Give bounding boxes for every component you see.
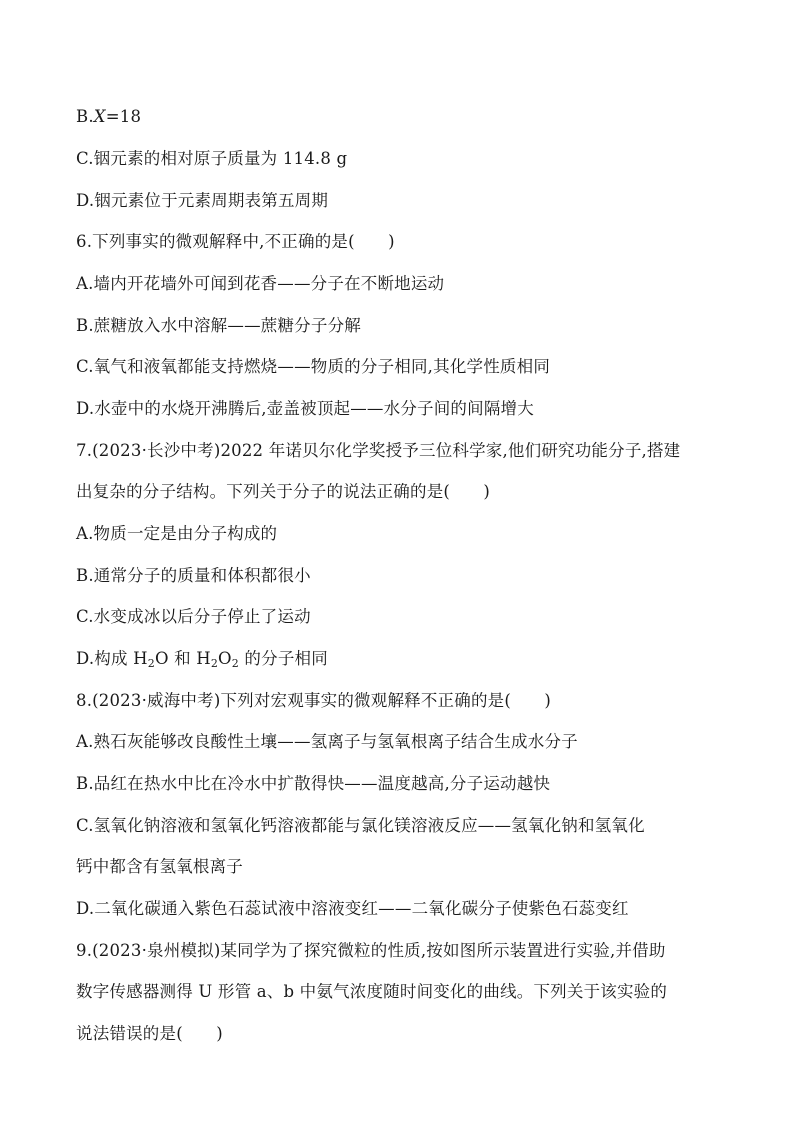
question-7-line-1: 7.(2023·长沙中考)2022 年诺贝尔化学奖授予三位科学家,他们研究功能分子,搭建 [76, 441, 681, 460]
question-7-option-d [76, 648, 736, 670]
option-text: O [218, 649, 232, 668]
question-6: 6.下列事实的微观解释中,不正确的是( ) [76, 232, 395, 251]
subscript: 2 [231, 657, 239, 670]
subscript: 2 [210, 657, 219, 670]
option-prefix: B. [76, 107, 94, 126]
option-text: O 和 H [154, 649, 211, 668]
question-8-option-a: A.熟石灰能够改良酸性土壤——氢离子与氢氧根离子结合生成水分子 [76, 732, 578, 751]
option-d-line: D.铟元素位于元素周期表第五周期 [76, 191, 329, 210]
question-7-option-b: B.通常分子的质量和体积都很小 [76, 566, 311, 585]
question-9-line-2: 数字传感器测得 U 形管 a、b 中氨气浓度随时间变化的曲线。下列关于该实验的 [76, 982, 668, 1001]
question-9-line-3: 说法错误的是( ) [76, 1024, 223, 1043]
question-7-option-c: C.水变成冰以后分子停止了运动 [76, 607, 311, 626]
option-rest: =18 [105, 107, 142, 126]
question-8-option-d: D.二氧化碳通入紫色石蕊试液中溶液变红——二氧化碳分子使紫色石蕊变红 [76, 899, 629, 918]
question-9-line-1: 9.(2023·泉州模拟)某同学为了探究微粒的性质,按如图所示装置进行实验,并借助 [76, 941, 666, 960]
option-text: D.构成 H [76, 649, 148, 668]
question-6-option-a: A.墙内开花墙外可闻到花香——分子在不断地运动 [76, 274, 445, 293]
option-c-line: C.铟元素的相对原子质量为 114.8 g [76, 149, 348, 168]
option-text: 的分子相同 [238, 649, 328, 668]
question-8-option-c-line-2: 钙中都含有氢氧根离子 [76, 857, 243, 876]
question-6-option-c: C.氧气和液氧都能支持燃烧——物质的分子相同,其化学性质相同 [76, 357, 551, 376]
subscript: 2 [147, 657, 155, 670]
variable-x: X [93, 107, 106, 126]
question-7-option-a: A.物质一定是由分子构成的 [76, 524, 278, 543]
question-8-option-c-line-1: C.氢氧化钠溶液和氢氧化钙溶液都能与氯化镁溶液反应——氢氧化钠和氢氧化 [76, 816, 645, 835]
question-6-option-d: D.水壶中的水烧开沸腾后,壶盖被顶起——水分子间的间隔增大 [76, 399, 534, 418]
option-b-line [76, 106, 736, 128]
question-8: 8.(2023·威海中考)下列对宏观事实的微观解释不正确的是( ) [76, 691, 552, 710]
question-6-option-b: B.蔗糖放入水中溶解——蔗糖分子分解 [76, 316, 361, 335]
question-7-line-2: 出复杂的分子结构。下列关于分子的说法正确的是( ) [76, 482, 491, 501]
question-8-option-b: B.品红在热水中比在冷水中扩散得快——温度越高,分子运动越快 [76, 774, 551, 793]
